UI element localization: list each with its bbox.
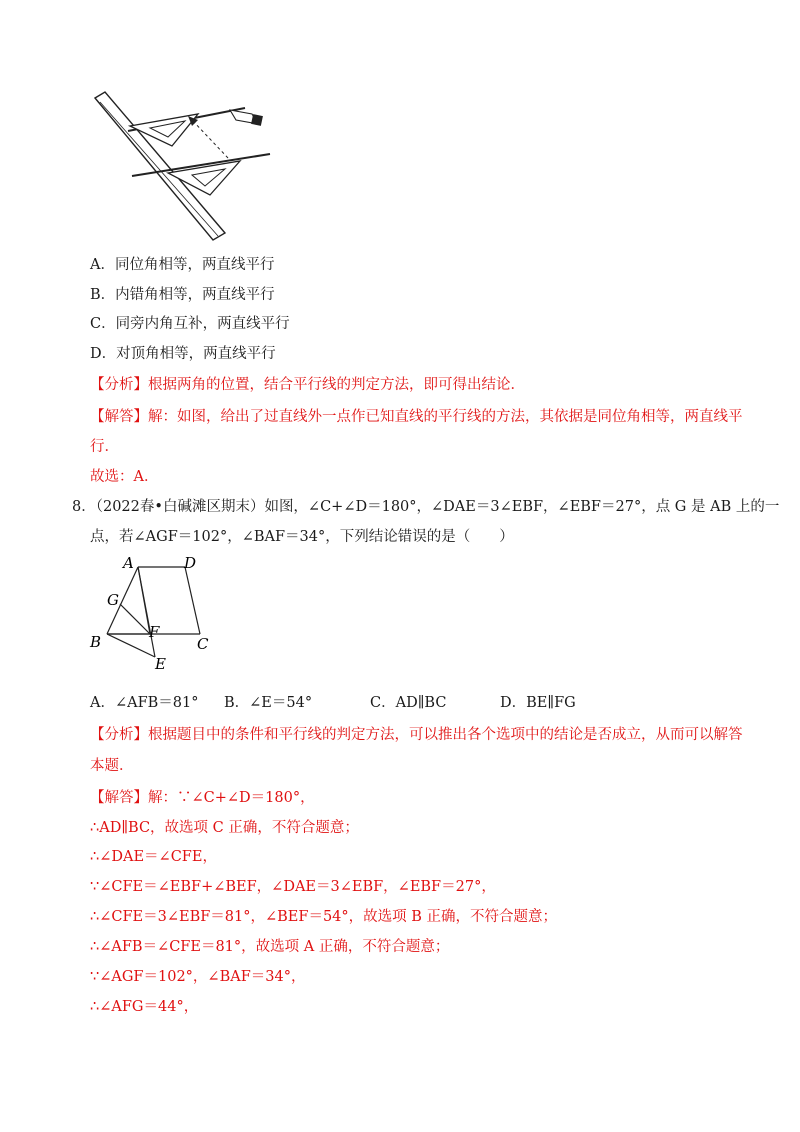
label-b: B: [90, 633, 102, 651]
q7-option-b: B．内错角相等，两直线平行: [90, 287, 275, 303]
label-c: C: [197, 635, 209, 653]
q8-answer: [90, 788, 315, 808]
q8-analysis-cont: 本题．: [90, 758, 134, 774]
label-e: E: [155, 655, 166, 673]
q7-option-c: C．同旁内角互补，两直线平行: [90, 316, 290, 332]
q8-option-b: B．∠E＝54°: [224, 695, 313, 711]
analysis-tag: 【分析】: [90, 727, 148, 743]
q8-option-a: A．∠AFB＝81°: [90, 695, 199, 711]
q8-step: ∴∠AFG＝44°，: [90, 999, 199, 1015]
analysis-text: 根据题目中的条件和平行线的判定方法，可以推出各个选项中的结论是否成立，从而可以解答: [148, 727, 743, 743]
answer-text: 解：如图，给出了过直线外一点作已知直线的平行线的方法，其依据是同位角相等，两直线平: [148, 409, 743, 425]
q8-step: ∴∠CFE＝3∠EBF＝81°，∠BEF＝54°，故选项 B 正确，不符合题意；: [90, 909, 558, 925]
stem-text: （2022春•白碱滩区期末）如图，∠C+∠D＝180°，∠DAE＝3∠EBF，∠EBF＝27°，点 G 是 AB 上的一: [95, 499, 780, 515]
q8-step: ∴∠AFB＝∠CFE＝81°，故选项 A 正确，不符合题意；: [90, 939, 450, 955]
label-d: D: [184, 554, 197, 572]
q7-choice: 故选：A．: [90, 469, 159, 485]
ruler-triangle-figure: [80, 88, 290, 243]
question-number: 8．: [72, 499, 96, 515]
q7-option-d: D．对顶角相等，两直线平行: [90, 346, 276, 362]
q7-answer-cont: 行．: [90, 439, 119, 455]
label-g: G: [107, 591, 119, 609]
answer-tag: 【解答】: [90, 790, 148, 806]
q8-step: ∵∠AGF＝102°，∠BAF＝34°，: [90, 969, 306, 985]
analysis-tag: 【分析】: [90, 377, 148, 393]
q8-stem-cont: 点，若∠AGF＝102°，∠BAF＝34°，下列结论错误的是（ ）: [90, 529, 514, 545]
q7-analysis: [90, 375, 525, 395]
answer-text: 解：∵∠C+∠D＝180°，: [148, 790, 315, 806]
q8-step: ∴AD∥BC，故选项 C 正确，不符合题意；: [90, 820, 359, 836]
analysis-text: 根据两角的位置，结合平行线的判定方法，即可得出结论．: [148, 377, 525, 393]
q8-option-c: C．AD∥BC: [370, 695, 447, 711]
label-f: F: [149, 623, 160, 641]
q8-step: ∴∠DAE＝∠CFE，: [90, 849, 217, 865]
geometry-figure: [85, 552, 220, 677]
q8-step: ∵∠CFE＝∠EBF+∠BEF，∠DAE＝3∠EBF，∠EBF＝27°，: [90, 879, 496, 895]
label-a: A: [123, 554, 134, 572]
q7-option-a: A．同位角相等，两直线平行: [90, 257, 275, 273]
q7-answer: [90, 407, 743, 427]
q8-analysis: [90, 725, 743, 745]
q8-option-d: D．BE∥FG: [500, 695, 576, 711]
answer-tag: 【解答】: [90, 409, 148, 425]
q8-stem: [72, 497, 779, 517]
